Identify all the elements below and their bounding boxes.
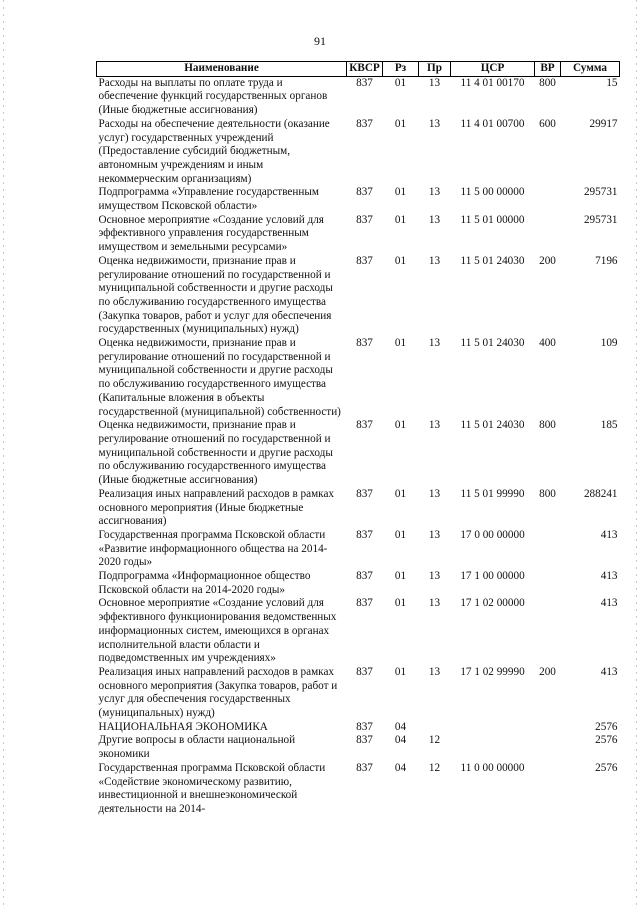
cell-csr: 11 0 00 00000: [460, 761, 525, 774]
table-row: [97, 419, 620, 488]
table-row: [97, 118, 620, 187]
cell-kvsr: 837: [356, 76, 373, 89]
cell-kvsr: 837: [356, 419, 373, 432]
cell-vr: [535, 186, 561, 213]
cell-name: Подпрограмма «Управление государственным имуществом Псковской области»: [98, 186, 319, 213]
cell-vr: 800: [539, 76, 556, 89]
header-vr: ВР: [535, 62, 561, 77]
cell-sum: 15: [606, 76, 618, 89]
cell-vr: 200: [539, 665, 556, 678]
cell-csr: 11 4 01 00700: [460, 117, 525, 130]
cell-sum: 413: [600, 528, 618, 541]
cell-csr: 11 5 01 00000: [460, 213, 525, 226]
cell-vr: [535, 597, 561, 666]
header-csr: ЦСР: [451, 62, 535, 77]
cell-kvsr: 837: [356, 761, 373, 774]
cell-rz: 01: [394, 213, 407, 226]
cell-csr: 17 1 00 00000: [460, 570, 525, 583]
cell-kvsr: 837: [356, 186, 373, 199]
cell-name: Реализация иных направлений расходов в рамках основного мероприятия (Закупка товаров, работ и услуг для обеспечения государственных (муниципальных) нужд): [98, 665, 338, 720]
cell-kvsr: 837: [356, 337, 373, 350]
cell-name: Реализация иных направлений расходов в рамках основного мероприятия (Иные бюджетные ассигнования): [98, 487, 335, 528]
cell-rz: 01: [394, 76, 407, 89]
cell-rz: 01: [394, 597, 407, 610]
cell-name: Оценка недвижимости, признание прав и регулирование отношений по государственной и муниципальной собственности и другие расходы по обслуживанию государственного имущества (Закупка товаров, работ и услуг для обеспечения государственных (муниципальных) нужд): [98, 254, 333, 336]
cell-rz: 01: [394, 528, 407, 541]
cell-kvsr: 837: [356, 487, 373, 500]
cell-pr: [419, 721, 451, 735]
table-row: [97, 762, 620, 817]
cell-pr: 13: [428, 186, 441, 199]
cell-sum: 29917: [589, 117, 618, 130]
cell-pr: 13: [428, 570, 441, 583]
cell-sum: 295731: [583, 213, 618, 226]
cell-pr: 12: [428, 761, 441, 774]
cell-vr: 800: [539, 419, 556, 432]
cell-rz: 01: [394, 254, 407, 267]
cell-sum: 288241: [583, 487, 618, 500]
cell-rz: 01: [394, 570, 407, 583]
header-sum: Сумма: [561, 62, 620, 77]
table-body: [97, 76, 620, 816]
cell-csr: [451, 734, 535, 761]
cell-name: Расходы на выплаты по оплате труда и обеспечение функций государственных органов (Иные бюджетные ассигнования): [98, 76, 328, 117]
cell-csr: 11 5 01 24030: [460, 254, 525, 267]
table-row: [97, 734, 620, 761]
cell-pr: 13: [428, 337, 441, 350]
header-kvsr: КВСР: [347, 62, 383, 77]
cell-pr: 13: [428, 528, 441, 541]
cell-rz: 04: [394, 720, 407, 733]
cell-sum: 413: [600, 665, 618, 678]
cell-name: НАЦИОНАЛЬНАЯ ЭКОНОМИКА: [98, 720, 268, 733]
cell-name: Другие вопросы в области национальной экономики: [98, 734, 296, 761]
cell-sum: 413: [600, 597, 618, 610]
table-row: [97, 570, 620, 597]
table-row: [97, 337, 620, 419]
cell-pr: 13: [428, 117, 441, 130]
table-row: [97, 214, 620, 255]
cell-name: Основное мероприятие «Создание условий для эффективного управления государственным имуществом и земельными ресурсами»: [98, 213, 324, 254]
cell-sum: 109: [600, 337, 618, 350]
scan-edge-left: [3, 0, 4, 905]
cell-csr: 11 4 01 00170: [460, 76, 525, 89]
header-rz: Рз: [383, 62, 419, 77]
cell-sum: 413: [600, 570, 618, 583]
cell-vr: [535, 762, 561, 817]
cell-csr: 11 5 01 99990: [460, 487, 525, 500]
cell-pr: 12: [428, 734, 441, 747]
cell-name: Основное мероприятие «Создание условий для эффективного функционирования ведомственных информационных систем, имеющихся в органах исполнительной власти области и подведомственных им учреждениях»: [98, 597, 337, 665]
table-row: [97, 529, 620, 570]
cell-kvsr: 837: [356, 720, 373, 733]
cell-vr: [535, 734, 561, 761]
cell-sum: 2576: [595, 734, 618, 747]
cell-csr: 17 1 02 99990: [460, 665, 525, 678]
cell-vr: [535, 570, 561, 597]
cell-kvsr: 837: [356, 597, 373, 610]
cell-csr: 17 0 00 00000: [460, 528, 525, 541]
header-name: Наименование: [97, 62, 347, 77]
cell-csr: 11 5 01 24030: [460, 419, 525, 432]
scan-edge-right: [636, 0, 637, 905]
budget-table: [96, 61, 620, 817]
cell-rz: 04: [394, 734, 407, 747]
table-header-row: [97, 62, 620, 77]
cell-csr: 17 1 02 00000: [460, 597, 525, 610]
cell-kvsr: 837: [356, 117, 373, 130]
cell-kvsr: 837: [356, 570, 373, 583]
cell-kvsr: 837: [356, 734, 373, 747]
cell-rz: 04: [394, 761, 407, 774]
table-row: [97, 597, 620, 666]
table-row: [97, 255, 620, 337]
cell-rz: 01: [394, 419, 407, 432]
cell-vr: 200: [539, 254, 556, 267]
table-row: [97, 488, 620, 529]
cell-vr: [535, 529, 561, 570]
cell-name: Оценка недвижимости, признание прав и регулирование отношений по государственной и муниципальной собственности и другие расходы по обслуживанию государственного имущества (Капитальные вложения в объекты государственной (муниципальной) собственности): [98, 337, 341, 418]
header-pr: Пр: [419, 62, 451, 77]
cell-pr: 13: [428, 76, 441, 89]
table-row: [97, 186, 620, 213]
cell-sum: 7196: [595, 254, 618, 267]
cell-sum: 295731: [583, 186, 618, 199]
cell-name: Оценка недвижимости, признание прав и регулирование отношений по государственной и муниципальной собственности и другие расходы по обслуживанию государственного имущества (Иные бюджетные ассигнования): [98, 419, 333, 487]
table-row: [97, 721, 620, 735]
cell-rz: 01: [394, 665, 407, 678]
cell-rz: 01: [394, 337, 407, 350]
cell-pr: 13: [428, 487, 441, 500]
cell-vr: 400: [539, 337, 556, 350]
cell-kvsr: 837: [356, 213, 373, 226]
cell-kvsr: 837: [356, 254, 373, 267]
cell-name: Расходы на обеспечение деятельности (оказание услуг) государственных учреждений (Предоставление субсидий бюджетным, автономным учреждениям и иным некоммерческим организациям): [98, 117, 330, 185]
cell-pr: 13: [428, 254, 441, 267]
cell-vr: 600: [539, 117, 556, 130]
cell-vr: 800: [539, 487, 556, 500]
cell-csr: 11 5 00 00000: [460, 186, 525, 199]
cell-vr: [535, 721, 561, 735]
cell-kvsr: 837: [356, 665, 373, 678]
cell-name: Подпрограмма «Информационное общество Псковской области на 2014-2020 годы»: [98, 570, 311, 596]
cell-vr: [535, 214, 561, 255]
cell-csr: [451, 721, 535, 735]
cell-csr: 11 5 01 24030: [460, 337, 525, 350]
table-row: [97, 666, 620, 721]
cell-pr: 13: [428, 419, 441, 432]
cell-pr: 13: [428, 213, 441, 226]
cell-name: Государственная программа Псковской области «Содействие экономическому развитию, инвестиционной и внешнеэкономической деятельности на 2014-: [98, 761, 326, 815]
cell-kvsr: 837: [356, 528, 373, 541]
table-row: [97, 76, 620, 118]
cell-name: Государственная программа Псковской области «Развитие информационного общества на 2014-2020 годы»: [98, 528, 328, 569]
cell-sum: 185: [600, 419, 618, 432]
cell-rz: 01: [394, 117, 407, 130]
cell-sum: 2576: [595, 720, 618, 733]
cell-pr: 13: [428, 597, 441, 610]
cell-pr: 13: [428, 665, 441, 678]
cell-sum: 2576: [595, 761, 618, 774]
cell-rz: 01: [394, 186, 407, 199]
cell-rz: 01: [394, 487, 407, 500]
page-number: 91: [314, 34, 326, 48]
